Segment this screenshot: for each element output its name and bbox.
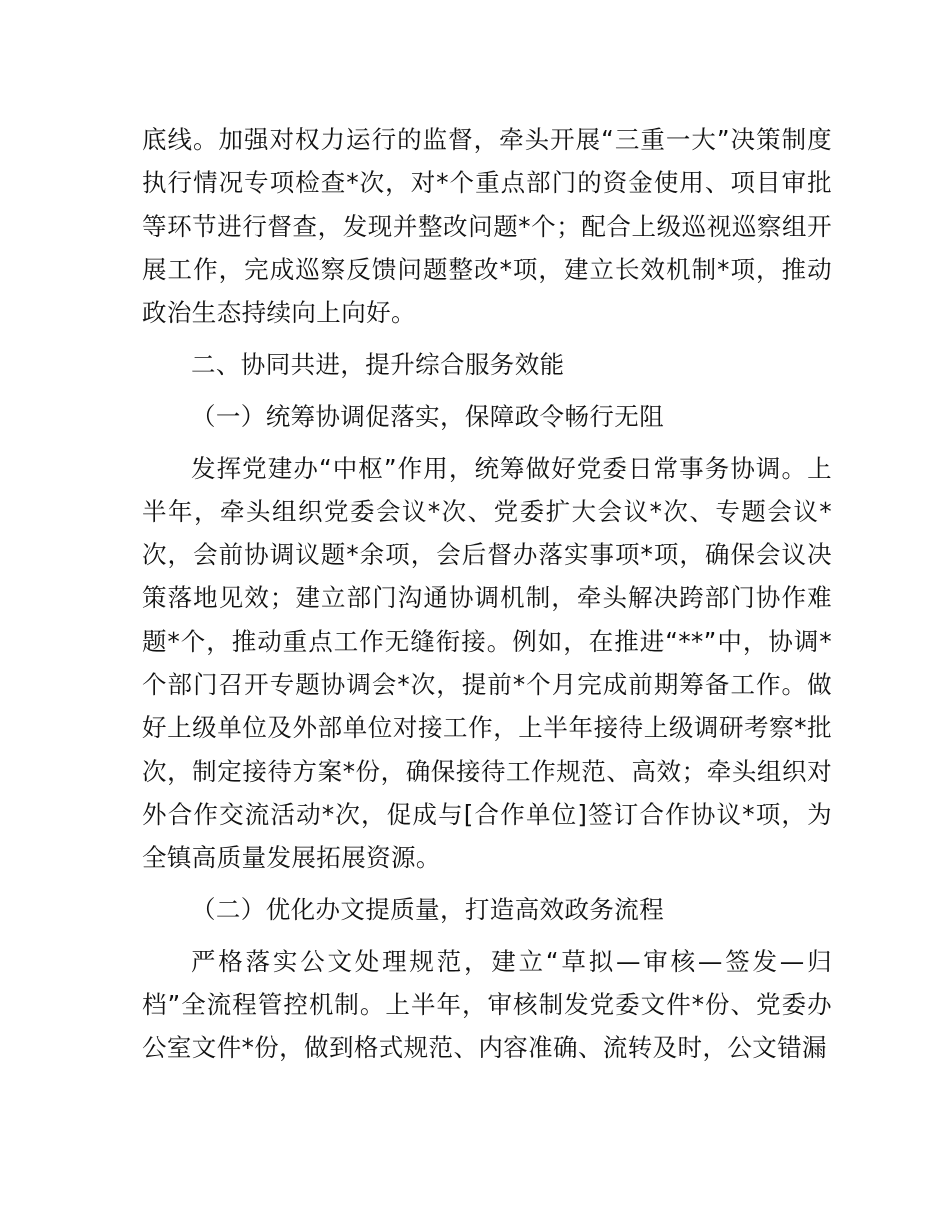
subsection-heading: （二）优化办文提质量，打造高效政务流程 bbox=[191, 895, 665, 925]
paragraph: 严格落实公文处理规范，建立“草拟—审核—签发—归档”全流程管控机制。上半年，审核制发党委文件*份、党委办公室文件*份，做到格式规范、内容准确、流转及时，公文错漏 bbox=[142, 946, 832, 1063]
section-heading: 二、协同共进，提升综合服务效能 bbox=[191, 349, 565, 379]
paragraph-continuation: 底线。加强对权力运行的监督，牵头开展“三重一大”决策制度执行情况专项检查*次，对*个重点部门的资金使用、项目审批等环节进行督查，发现并整改问题*个；配合上级巡视巡察组开展工作，完成巡察反馈问题整改*项，建立长效机制*项，推动政治生态持续向上向好。 bbox=[142, 125, 832, 328]
subsection-heading: （一）统筹协调促落实，保障政令畅行无阻 bbox=[191, 401, 665, 431]
document-body bbox=[142, 118, 832, 1078]
paragraph: 发挥党建办“中枢”作用，统筹做好党委日常事务协调。上半年，牵头组织党委会议*次、党委扩大会议*次、专题会议*次，会前协调议题*余项，会后督办落实事项*项，确保会议决策落地见效；建立部门沟通协调机制，牵头解决跨部门协作难题*个，推动重点工作无缝衔接。例如，在推进“**”中，协调*个部门召开专题协调会*次，提前*个月完成前期筹备工作。做好上级单位及外部单位对接工作，上半年接待上级调研考察*批次，制定接待方案*份，确保接待工作规范、高效；牵头组织对外合作交流活动*次，促成与[合作单位]签订合作协议*项，为全镇高质量发展拓展资源。 bbox=[142, 453, 832, 873]
